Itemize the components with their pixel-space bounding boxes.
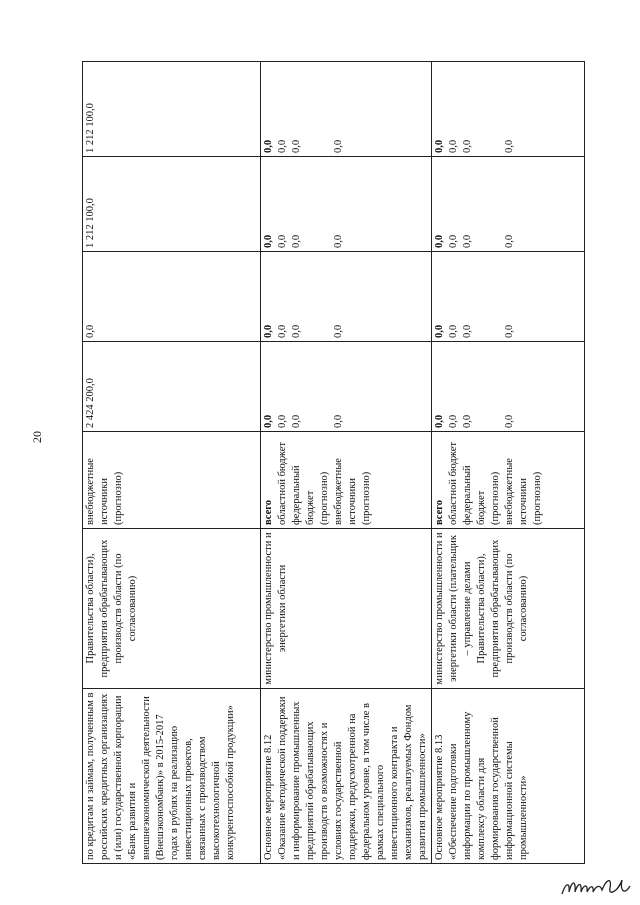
budget-table bbox=[82, 61, 585, 864]
y2017-cell: 0,0 0,0 0,0 0,0 bbox=[261, 62, 432, 157]
signature-mark bbox=[560, 872, 632, 900]
activity-cell: по кредитам и займам, полученным в российских кредитных организациях и (или) государственной корпорации «Банк развития и внешнеэкономической деятельности (Внешэкономбанк)» в 2015-2017 годах в рублях на реализацию инвестиционных проектов, связанных с производством высокотехнологичной конкурентоспособной продукции» bbox=[83, 689, 261, 864]
table-row bbox=[432, 62, 585, 864]
page-number: 20 bbox=[30, 431, 44, 443]
total-cell: 0,0 0,0 0,0 0,0 bbox=[432, 342, 585, 432]
executor-cell: министерство промышленности и энергетики области bbox=[261, 529, 432, 689]
rotated-table-container bbox=[82, 62, 612, 864]
total-cell: 0,0 0,0 0,0 0,0 bbox=[261, 342, 432, 432]
source-cell: всего областной бюджет федеральный бюджет (прогнозно) внебюджетные источники (прогнозно) bbox=[432, 432, 585, 529]
y2017-cell: 0,0 0,0 0,0 0,0 bbox=[432, 62, 585, 157]
y2015-cell: 0,0 bbox=[83, 252, 261, 342]
executor-cell: министерство промышленности и энергетики области (плательщик – управление делами Правительства области), предприятия обрабатывающих производств области (по согласованию) bbox=[432, 529, 585, 689]
y2015-cell: 0,0 0,0 0,0 0,0 bbox=[261, 252, 432, 342]
y2017-cell: 1 212 100,0 bbox=[83, 62, 261, 157]
y2016-cell: 0,0 0,0 0,0 0,0 bbox=[261, 157, 432, 252]
table-body bbox=[83, 62, 585, 864]
table-row bbox=[261, 62, 432, 864]
y2015-cell: 0,0 0,0 0,0 0,0 bbox=[432, 252, 585, 342]
source-cell: всего областной бюджет федеральный бюджет (прогнозно) внебюджетные источники (прогнозно) bbox=[261, 432, 432, 529]
y2016-cell: 0,0 0,0 0,0 0,0 bbox=[432, 157, 585, 252]
table-row bbox=[83, 62, 261, 864]
activity-cell: Основное мероприятие 8.12 «Оказание методической поддержки и информирование промышленных предприятий обрабатывающих производств о возможностях и условиях государственной поддержки, предусмотренной на федеральном уровне, в том числе в рамках специального инвестиционного контракта и механизмов, реализуемых Фондом развития промышленности» bbox=[261, 689, 432, 864]
activity-cell: Основное мероприятие 8.13 «Обеспечение подготовки информации по промышленному комплексу области для формирования государственной информационной системы промышленности» bbox=[432, 689, 585, 864]
source-cell: внебюджетные источники (прогнозно) bbox=[83, 432, 261, 529]
y2016-cell: 1 212 100,0 bbox=[83, 157, 261, 252]
executor-cell: Правительства области), предприятия обрабатывающих производств области (по согласованию) bbox=[83, 529, 261, 689]
total-cell: 2 424 200,0 bbox=[83, 342, 261, 432]
